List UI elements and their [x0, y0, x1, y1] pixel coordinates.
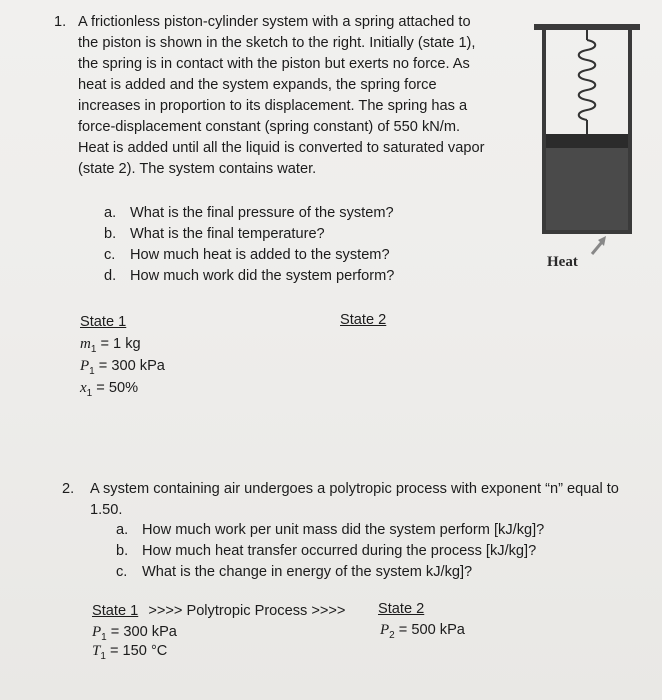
problem1-line: force-displacement constant (spring constant) of 550 kN/m. [78, 119, 461, 135]
state2-heading-text: State 2 [340, 312, 387, 328]
question-text: How much work did the system perform? [130, 268, 395, 284]
water-fluid [546, 148, 628, 230]
state2-heading [340, 310, 386, 331]
p2-state1-heading: State 1 [92, 603, 139, 619]
problem1-line: (state 2). The system contains water. [78, 161, 317, 177]
quality-symbol: x [80, 380, 87, 396]
pressure-symbol: P [380, 622, 390, 638]
question-text: What is the final temperature? [130, 226, 325, 242]
question-label: b. [116, 543, 129, 559]
question-text: How much work per unit mass did the system perform [kJ/kg]? [142, 522, 545, 538]
problem1-line: the piston is shown in the sketch to the right. Initially (state 1), [78, 35, 476, 51]
temperature-symbol: T [92, 643, 101, 659]
pressure-value: = 500 kPa [394, 622, 465, 638]
mass-value: = 1 kg [96, 336, 141, 352]
state1-quality [80, 378, 138, 404]
pressure-value: = 300 kPa [106, 624, 177, 640]
problem1-line: heat is added and the system expands, the spring force [78, 77, 437, 93]
p2-state1-heading-row [92, 601, 345, 622]
quality-subscript: 1 [86, 387, 93, 399]
cylinder-bottom [542, 230, 632, 234]
spring-icon [579, 30, 596, 134]
question-label: a. [116, 522, 129, 538]
question-item [104, 245, 394, 266]
question-text: What is the change in energy of the system kJ/kg]? [142, 564, 473, 580]
pressure-subscript: 1 [89, 365, 95, 377]
problem1-number: 1. [54, 14, 67, 30]
heat-label: Heat [547, 254, 578, 270]
question-item [116, 520, 544, 541]
question-item [116, 562, 544, 583]
question-text: What is the final pressure of the system? [130, 205, 394, 221]
p2-state2-pressure [380, 620, 465, 646]
problem2-line2: 1.50. [90, 502, 123, 518]
question-text: How much heat transfer occurred during the process [kJ/kg]? [142, 543, 537, 559]
p2-state2-heading: State 2 [378, 601, 425, 617]
state1-heading: State 1 [80, 314, 127, 330]
question-label: d. [104, 268, 117, 284]
question-label: a. [104, 205, 117, 221]
question-text: How much heat is added to the system? [130, 247, 390, 263]
mass-symbol: m [80, 336, 91, 352]
cylinder-top-cap [534, 24, 640, 30]
polytropic-process-label: >>>> Polytropic Process >>>> [148, 603, 346, 619]
question-item [104, 224, 394, 245]
question-item [104, 266, 394, 287]
heat-arrow-icon [592, 236, 606, 254]
piston [546, 134, 628, 148]
question-label: b. [104, 226, 117, 242]
problem1-line: A frictionless piston-cylinder system with a spring attached to [78, 14, 471, 30]
pressure-subscript: 2 [389, 629, 395, 641]
pressure-symbol: P [92, 624, 102, 640]
problem1-statement [78, 12, 508, 180]
problem1-line: increases in proportion to its displacement. The spring has a [78, 98, 468, 114]
pressure-value: = 300 kPa [94, 358, 165, 374]
question-item [104, 203, 394, 224]
problem1-line: Heat is added until all the liquid is converted to saturated vapor [78, 140, 485, 156]
problem2-line1: A system containing air undergoes a polytropic process with exponent “n” equal to [90, 481, 619, 497]
temperature-subscript: 1 [100, 650, 106, 662]
problem2-questions [116, 520, 544, 583]
cylinder-right-wall [628, 30, 632, 232]
p2-state1-temperature [92, 641, 167, 667]
pressure-subscript: 1 [101, 631, 107, 643]
problem1-questions [104, 203, 394, 287]
question-label: c. [104, 247, 116, 263]
piston-cylinder-figure [526, 18, 648, 280]
temperature-value: = 150 °C [105, 643, 168, 659]
pressure-symbol: P [80, 358, 90, 374]
question-label: c. [116, 564, 128, 580]
mass-subscript: 1 [90, 343, 97, 355]
problem2-number: 2. [62, 481, 75, 497]
quality-value: = 50% [92, 380, 139, 396]
cylinder-left-wall [542, 30, 546, 232]
problem1-line: the spring is in contact with the piston but exerts no force. As [78, 56, 470, 72]
question-item [116, 541, 544, 562]
